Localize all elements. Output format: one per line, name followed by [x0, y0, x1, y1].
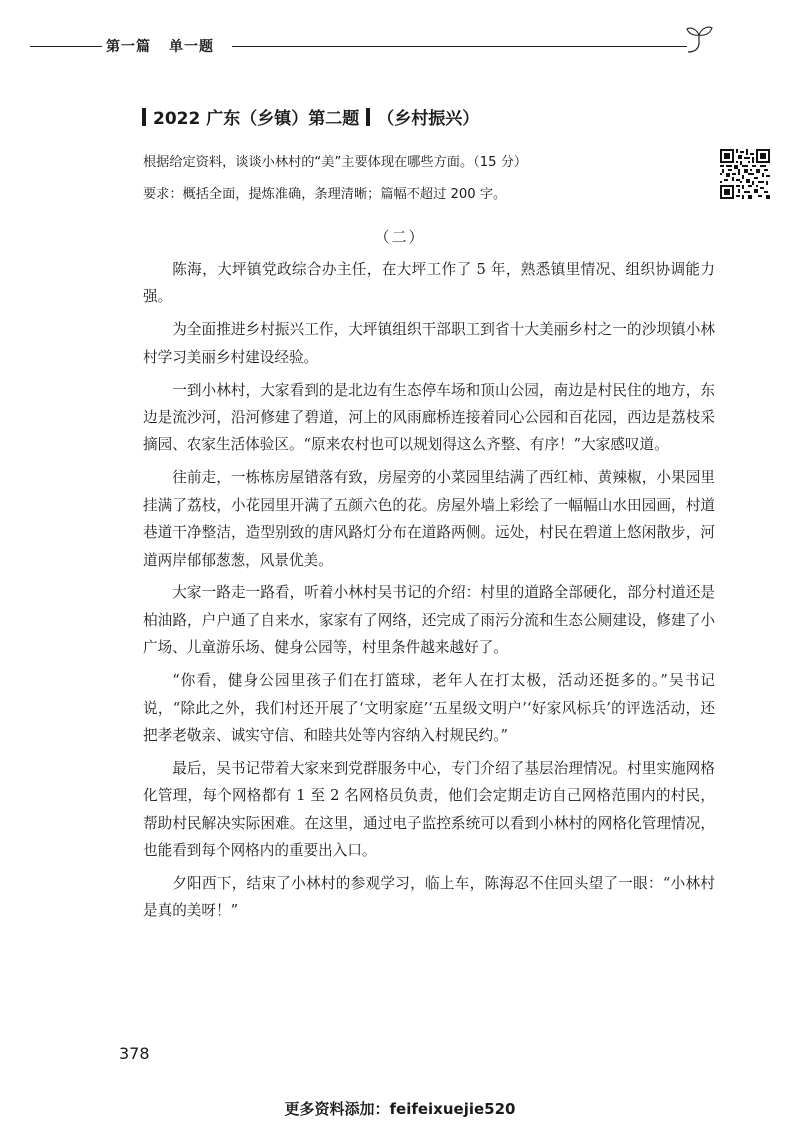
header-category: 单一题: [169, 39, 214, 55]
question-prompt: 根据给定资料，谈谈小林村的“美”主要体现在哪些方面。（15 分）: [143, 155, 528, 170]
qr-code-icon[interactable]: [720, 149, 770, 199]
paragraph-1: 陈海，大坪镇党政综合办主任，在大坪工作了 5 年，熟悉镇里情况、组织协调能力强。: [143, 261, 715, 306]
sprout-icon: [684, 22, 714, 56]
paragraph-8: 夕阳西下，结束了小林村的参观学习，临上车，陈海忍不住回头望了一眼：“小林村是真的美呀！”: [143, 875, 715, 920]
header-rule-right: [232, 46, 687, 47]
title-main: 2022 广东（乡镇）第二题: [153, 109, 360, 129]
footer-note: 更多资料添加：feifeixuejie520: [284, 1100, 516, 1118]
paragraph-5: 大家一路走一路看，听着小林村吴书记的介绍：村里的道路全部硬化，部分村道还是柏油路，户户通了自来水，家家有了网络，还完成了雨污分流和生态公厕建设，修建了小广场、儿童游乐场、健身公园等，村里条件越来越好了。: [143, 584, 715, 657]
page-number: 378: [119, 1044, 150, 1063]
title-bar-left: [142, 108, 146, 126]
title-sub: （乡村振兴）: [377, 109, 480, 129]
header-text: [106, 36, 214, 56]
paragraph-2: 为全面推进乡村振兴工作，大坪镇组织干部职工到省十大美丽乡村之一的沙坝镇小林村学习美丽乡村建设经验。: [143, 321, 715, 366]
paragraph-7: 最后，吴书记带着大家来到党群服务中心，专门介绍了基层治理情况。村里实施网格化管理，每个网格都有 1 至 2 名网格员负责，他们会定期走访自己网格范围内的村民，帮助村民解决实际困难。在这里，通过电子监控系统可以看到小林村的网格化管理情况，也能看到每个网格内的重要出入口。: [143, 759, 715, 860]
paragraph-3: 一到小林村，大家看到的是北边有生态停车场和顶山公园，南边是村民住的地方，东边是流沙河，沿河修建了碧道，河上的风雨廊桥连接着同心公园和百花园，西边是荔枝采摘园、农家生活体验区。“原来农村也可以规划得这么齐整、有序！”大家感叹道。: [143, 381, 715, 454]
paragraph-4: 往前走，一栋栋房屋错落有致，房屋旁的小菜园里结满了西红柿、黄辣椒，小果园里挂满了荔枝，小花园里开满了五颜六色的花。房屋外墙上彩绘了一幅幅山水田园画，村道巷道干净整洁，造型别致的唐风路灯分布在道路两侧。远处，村民在碧道上悠闲散步，河道两岸郁郁葱葱，风景优美。: [143, 469, 715, 569]
material-body: [143, 256, 715, 930]
section-heading: （二）: [374, 228, 426, 246]
question-requirements: 要求：概括全面，提炼准确，条理清晰；篇幅不超过 200 字。: [143, 187, 507, 202]
title-bar-right: [366, 108, 370, 126]
paragraph-6: “你看，健身公园里孩子们在打篮球，老年人在打太极，活动还挺多的。”吴书记说，“除此之外，我们村还开展了‘文明家庭’‘五星级文明户’‘好家风标兵’的评选活动，还把孝老敬亲、诚实守信、和睦共处等内容纳入村规民约。”: [143, 672, 715, 744]
page-header: [0, 36, 800, 56]
header-rule-left: [30, 46, 102, 47]
header-part: 第一篇: [106, 39, 151, 55]
question-title: [142, 104, 479, 129]
